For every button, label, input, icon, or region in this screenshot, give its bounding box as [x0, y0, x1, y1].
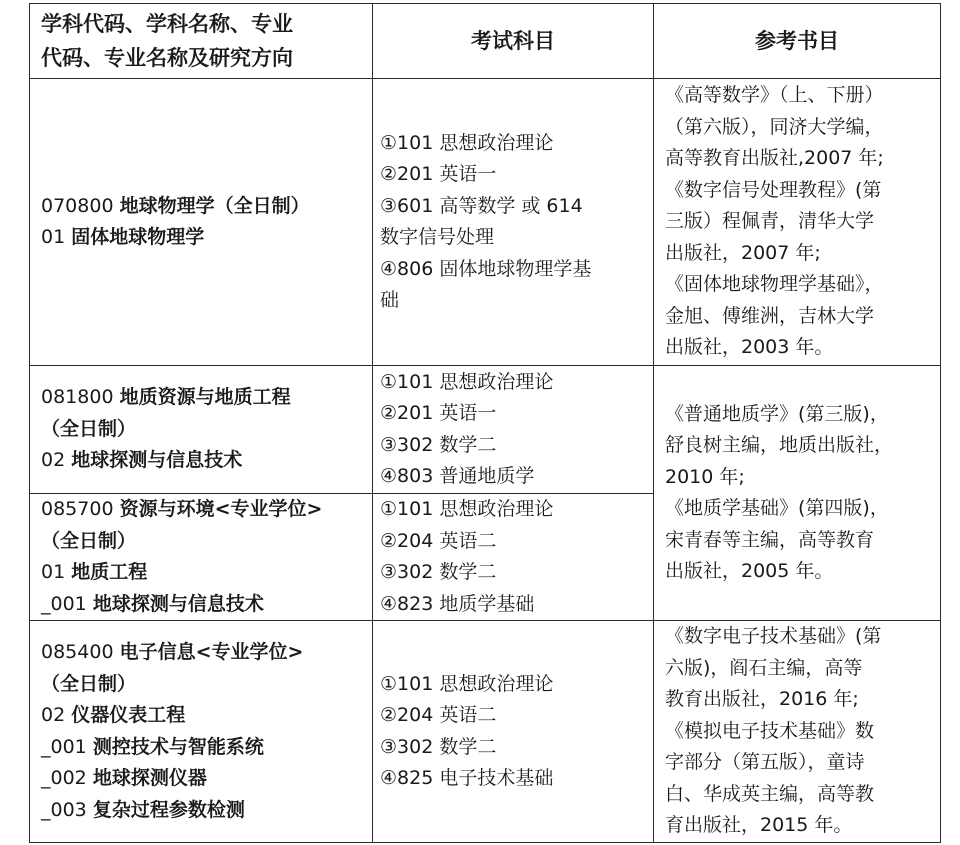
book-line: （第六版），同济大学编， [665, 115, 884, 138]
major-name: 资源与环境<专业学位> [119, 498, 323, 520]
subject-line: ②201 英语一 [380, 402, 497, 424]
subject-line: ③302 数学二 [380, 561, 497, 583]
subject-line: ①101 思想政治理论 [380, 131, 554, 154]
book-line: 《地质学基础》(第四版)， [665, 497, 889, 519]
major-cell [30, 366, 373, 494]
subjects-cell [373, 621, 654, 843]
major-name: （全日制） [41, 417, 137, 440]
book-line: 《数字电子技术基础》(第 [665, 625, 882, 648]
book-line: 宋青春等主编，高等教育 [665, 528, 875, 551]
subject-line: ③302 数学二 [380, 735, 497, 758]
major-name: 地球探测仪器 [92, 767, 207, 789]
major-code: _002 [41, 767, 87, 789]
major-name: （全日制） [41, 529, 137, 552]
major-name: 地质工程 [71, 561, 148, 583]
subject-line: ④825 电子技术基础 [380, 767, 554, 789]
books-cell [654, 621, 941, 843]
major-name: 电子信息<专业学位> [119, 641, 304, 663]
book-line: 《普通地质学》(第三版)， [665, 402, 889, 425]
books-cell [654, 366, 941, 621]
header-major-line-2: 代码、专业名称及研究方向 [41, 46, 293, 70]
major-name: 地球物理学（全日制） [119, 194, 310, 217]
book-line: 育出版社，2015 年。 [665, 814, 853, 837]
major-code: 085400 [41, 641, 114, 663]
major-code: _001 [41, 735, 87, 758]
major-name: 地球探测与信息技术 [71, 449, 243, 472]
major-name: 地球探测与信息技术 [92, 592, 264, 615]
major-cell [30, 79, 373, 366]
major-name: （全日制） [41, 672, 137, 695]
major-code: 070800 [41, 194, 114, 217]
book-line: 字部分（第五版），童诗 [665, 751, 865, 774]
table-row [30, 621, 941, 843]
subject-line: ④803 普通地质学 [380, 465, 535, 487]
subjects-cell [373, 366, 654, 494]
header-books: 参考书目 [654, 4, 941, 79]
major-code: 081800 [41, 386, 114, 409]
subject-line: ①101 思想政治理论 [380, 370, 554, 393]
book-line: 《模拟电子技术基础》数 [665, 719, 875, 742]
book-line: 高等教育出版社,2007 年; [665, 147, 884, 170]
major-cell [30, 494, 373, 621]
subjects-cell [373, 79, 654, 366]
book-line: 六版)，阎石主编，高等 [665, 656, 863, 679]
book-line: 2010 年; [665, 465, 745, 488]
major-name: 测控技术与智能系统 [92, 735, 264, 758]
table-row [30, 366, 941, 494]
major-code: 085700 [41, 498, 114, 520]
subject-line: ②204 英语二 [380, 704, 497, 726]
major-code: 01 [41, 226, 66, 248]
major-code: 01 [41, 561, 72, 583]
subjects-cell [373, 494, 654, 621]
book-line: 出版社，2007 年; [665, 241, 821, 264]
book-line: 舒良树主编，地质出版社， [665, 434, 894, 456]
subject-line: ④823 地质学基础 [380, 592, 535, 615]
major-code: 02 [41, 704, 72, 726]
subject-line: ④806 固体地球物理学基 [380, 257, 592, 280]
subject-line: ①101 思想政治理论 [380, 672, 554, 695]
subject-line: 础 [380, 289, 400, 311]
book-line: 白、华成英主编，高等教 [665, 782, 875, 805]
major-code: 02 [41, 449, 66, 472]
header-row [30, 4, 941, 79]
book-line: 金旭、傅维洲，吉林大学 [665, 304, 875, 327]
major-cell [30, 621, 373, 843]
books-cell [654, 79, 941, 366]
subject-line: ②201 英语一 [380, 163, 497, 185]
subject-line: ①101 思想政治理论 [380, 498, 554, 520]
major-code: _003 [41, 798, 87, 821]
table-row [30, 79, 941, 366]
subject-line: ②204 英语二 [380, 529, 497, 552]
book-line: 《数字信号处理教程》(第 [665, 178, 882, 201]
major-name: 仪器仪表工程 [71, 704, 186, 726]
header-subjects: 考试科目 [373, 4, 654, 79]
subject-line: ③601 高等数学 或 614 [380, 194, 583, 217]
major-name: 固体地球物理学 [71, 226, 205, 248]
book-line: 三版）程佩青，清华大学 [665, 210, 875, 233]
book-line: 出版社，2005 年。 [665, 560, 834, 582]
header-major [30, 4, 373, 79]
book-line: 《固体地球物理学基础》， [665, 273, 884, 296]
major-name: 复杂过程参数检测 [92, 798, 245, 821]
book-line: 教育出版社，2016 年; [665, 688, 859, 711]
major-name: 地质资源与地质工程 [119, 386, 291, 409]
book-line: 《高等数学》（上、下册） [665, 84, 884, 107]
book-line: 出版社，2003 年。 [665, 336, 834, 359]
header-major-line-1: 学科代码、学科名称、专业 [41, 12, 293, 36]
major-code: _001 [41, 592, 87, 615]
admission-table [29, 3, 941, 843]
subject-line: 数字信号处理 [380, 226, 495, 248]
subject-line: ③302 数学二 [380, 433, 497, 456]
